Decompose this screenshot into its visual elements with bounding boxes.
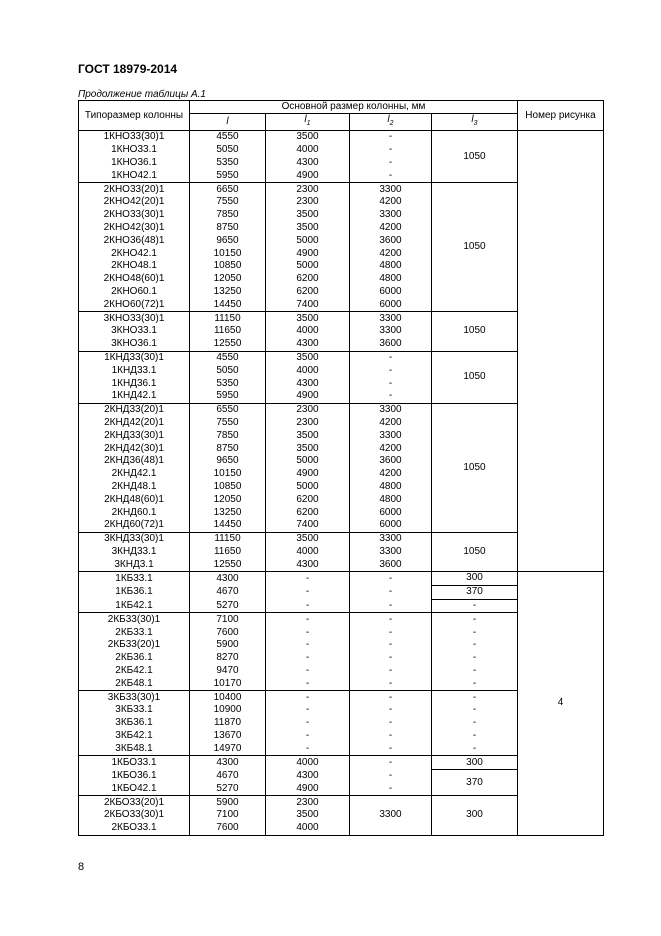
cell-l2: - bbox=[350, 742, 432, 755]
cell-type: 2КНД42(20)1 bbox=[79, 417, 190, 430]
cell-l: 12550 bbox=[190, 558, 266, 571]
cell-l2: 4200 bbox=[350, 222, 432, 235]
cell-l1: 4000 bbox=[266, 756, 350, 770]
cell-l: 10850 bbox=[190, 260, 266, 273]
cell-l: 12050 bbox=[190, 493, 266, 506]
table-body bbox=[79, 131, 604, 836]
cell-l3: - bbox=[432, 677, 518, 690]
cell-l2: 3600 bbox=[350, 338, 432, 351]
cell-l1: 3500 bbox=[266, 209, 350, 222]
cell-l3: 300 bbox=[432, 756, 518, 770]
cell-type: 1КНО33(30)1 bbox=[79, 131, 190, 144]
cell-type: 2КБ42.1 bbox=[79, 665, 190, 678]
cell-l2: 6000 bbox=[350, 506, 432, 519]
cell-type: 1КНД36.1 bbox=[79, 377, 190, 390]
cell-l1: - bbox=[266, 704, 350, 717]
cell-l: 7100 bbox=[190, 613, 266, 626]
cell-type: 2КНО42(30)1 bbox=[79, 222, 190, 235]
cell-l2: 4200 bbox=[350, 468, 432, 481]
cell-l1: 4300 bbox=[266, 770, 350, 783]
cell-type: 1КНО33.1 bbox=[79, 144, 190, 157]
cell-l1: 2300 bbox=[266, 796, 350, 809]
cell-type: 2КНД36(48)1 bbox=[79, 455, 190, 468]
cell-type: 2КНД42.1 bbox=[79, 468, 190, 481]
cell-l3: 1050 bbox=[432, 183, 518, 312]
cell-type: 2КНО33(30)1 bbox=[79, 209, 190, 222]
cell-l1: 3500 bbox=[266, 442, 350, 455]
cell-l1: - bbox=[266, 717, 350, 730]
cell-l1: 2300 bbox=[266, 417, 350, 430]
cell-l2: - bbox=[350, 730, 432, 743]
cell-type: 2КНД48.1 bbox=[79, 481, 190, 494]
cell-type: 1КНД33.1 bbox=[79, 364, 190, 377]
cell-l1: 5000 bbox=[266, 260, 350, 273]
cell-l: 9650 bbox=[190, 455, 266, 468]
cell-l: 11150 bbox=[190, 532, 266, 545]
cell-l1: 6200 bbox=[266, 493, 350, 506]
col-header-type: Типоразмер колонны bbox=[79, 101, 190, 131]
cell-l3: - bbox=[432, 613, 518, 626]
cell-l3: 370 bbox=[432, 770, 518, 796]
cell-l1: 3500 bbox=[266, 532, 350, 545]
cell-l1: 4000 bbox=[266, 144, 350, 157]
cell-l3: - bbox=[432, 599, 518, 613]
cell-l: 5270 bbox=[190, 599, 266, 613]
cell-l1: 4000 bbox=[266, 822, 350, 835]
cell-l2: - bbox=[350, 677, 432, 690]
cell-type: 1КНД33(30)1 bbox=[79, 351, 190, 364]
cell-l: 14450 bbox=[190, 298, 266, 311]
cell-l1: - bbox=[266, 691, 350, 704]
cell-l1: 2300 bbox=[266, 403, 350, 416]
cell-l: 5900 bbox=[190, 639, 266, 652]
cell-l: 11650 bbox=[190, 325, 266, 338]
cell-type: 2КБ48.1 bbox=[79, 677, 190, 690]
cell-type: 2КНО36(48)1 bbox=[79, 234, 190, 247]
cell-l2: 4800 bbox=[350, 493, 432, 506]
cell-l3: - bbox=[432, 704, 518, 717]
cell-l2: 3300 bbox=[350, 403, 432, 416]
cell-l: 7550 bbox=[190, 417, 266, 430]
cell-l: 7550 bbox=[190, 196, 266, 209]
col-header-figure: Номер рисунка bbox=[518, 101, 604, 131]
cell-l2: 3600 bbox=[350, 558, 432, 571]
cell-l3: 370 bbox=[432, 585, 518, 599]
cell-l1: 5000 bbox=[266, 481, 350, 494]
cell-l: 13250 bbox=[190, 506, 266, 519]
cell-type: 2КНД33(30)1 bbox=[79, 429, 190, 442]
cell-l3: - bbox=[432, 742, 518, 755]
cell-l2: 4800 bbox=[350, 481, 432, 494]
cell-l1: 4300 bbox=[266, 377, 350, 390]
cell-l: 8270 bbox=[190, 652, 266, 665]
cell-l1: 4900 bbox=[266, 390, 350, 403]
cell-l: 12550 bbox=[190, 338, 266, 351]
cell-type: 1КБ33.1 bbox=[79, 572, 190, 586]
cell-l: 10400 bbox=[190, 691, 266, 704]
cell-type: 2КНД60.1 bbox=[79, 506, 190, 519]
cell-l: 5050 bbox=[190, 364, 266, 377]
cell-l2: - bbox=[350, 756, 432, 770]
cell-type: 2КБ33.1 bbox=[79, 626, 190, 639]
cell-l: 11870 bbox=[190, 717, 266, 730]
cell-l1: 4300 bbox=[266, 157, 350, 170]
cell-l2: - bbox=[350, 572, 432, 586]
cell-l: 10150 bbox=[190, 468, 266, 481]
cell-type: 3КНД33.1 bbox=[79, 546, 190, 559]
cell-type: 1КНО42.1 bbox=[79, 169, 190, 182]
cell-l1: 4300 bbox=[266, 338, 350, 351]
cell-l2: - bbox=[350, 157, 432, 170]
cell-l2: - bbox=[350, 390, 432, 403]
cell-type: 1КНД42.1 bbox=[79, 390, 190, 403]
cell-l2: 3600 bbox=[350, 234, 432, 247]
cell-l: 5900 bbox=[190, 796, 266, 809]
cell-l2: 3300 bbox=[350, 325, 432, 338]
cell-l: 10150 bbox=[190, 247, 266, 260]
cell-l1: 4000 bbox=[266, 325, 350, 338]
cell-l: 13250 bbox=[190, 286, 266, 299]
cell-l1: 4900 bbox=[266, 782, 350, 795]
cell-l: 8750 bbox=[190, 222, 266, 235]
cell-l1: - bbox=[266, 599, 350, 613]
cell-l: 5950 bbox=[190, 390, 266, 403]
cell-l1: 7400 bbox=[266, 298, 350, 311]
cell-l: 7850 bbox=[190, 209, 266, 222]
cell-l2: 6000 bbox=[350, 298, 432, 311]
cell-l: 7850 bbox=[190, 429, 266, 442]
cell-l: 9650 bbox=[190, 234, 266, 247]
col-header-l1: $l_1$ bbox=[266, 114, 350, 131]
cell-l2: - bbox=[350, 351, 432, 364]
cell-l3: 1050 bbox=[432, 351, 518, 403]
cell-l2: 4800 bbox=[350, 260, 432, 273]
cell-type: 2КНО42.1 bbox=[79, 247, 190, 260]
cell-l: 12050 bbox=[190, 273, 266, 286]
cell-l: 6550 bbox=[190, 403, 266, 416]
cell-l2: - bbox=[350, 377, 432, 390]
cell-type: 3КНД33(30)1 bbox=[79, 532, 190, 545]
cell-type: 2КНД60(72)1 bbox=[79, 519, 190, 532]
cell-l1: - bbox=[266, 572, 350, 586]
cell-l1: - bbox=[266, 585, 350, 599]
cell-type: 2КБО33(20)1 bbox=[79, 796, 190, 809]
col-header-l2: $l_2$ bbox=[350, 114, 432, 131]
col-header-main-size: Основной размер колонны, мм bbox=[190, 101, 518, 114]
cell-type: 2КНД48(60)1 bbox=[79, 493, 190, 506]
cell-l1: - bbox=[266, 639, 350, 652]
cell-type: 2КБО33.1 bbox=[79, 822, 190, 835]
cell-l2: 4800 bbox=[350, 273, 432, 286]
cell-l3: - bbox=[432, 639, 518, 652]
cell-l2: 6000 bbox=[350, 519, 432, 532]
cell-l: 4670 bbox=[190, 770, 266, 783]
cell-l2: 3300 bbox=[350, 312, 432, 325]
cell-type: 2КНО60.1 bbox=[79, 286, 190, 299]
col-header-l: l bbox=[190, 114, 266, 131]
cell-l: 11650 bbox=[190, 546, 266, 559]
cell-l2: 3300 bbox=[350, 546, 432, 559]
cell-l: 4550 bbox=[190, 131, 266, 144]
cell-type: 3КНД3.1 bbox=[79, 558, 190, 571]
cell-l2: - bbox=[350, 782, 432, 795]
cell-type: 1КБ42.1 bbox=[79, 599, 190, 613]
cell-type: 1КБО33.1 bbox=[79, 756, 190, 770]
cell-l1: - bbox=[266, 626, 350, 639]
cell-l3: - bbox=[432, 730, 518, 743]
cell-type: 2КНО60(72)1 bbox=[79, 298, 190, 311]
cell-l2: - bbox=[350, 691, 432, 704]
cell-l2: - bbox=[350, 665, 432, 678]
cell-l: 4300 bbox=[190, 756, 266, 770]
cell-type: 3КНО33(30)1 bbox=[79, 312, 190, 325]
cell-l1: 4900 bbox=[266, 169, 350, 182]
cell-type: 1КБО42.1 bbox=[79, 782, 190, 795]
cell-l1: - bbox=[266, 613, 350, 626]
cell-l: 4300 bbox=[190, 572, 266, 586]
cell-l1: - bbox=[266, 652, 350, 665]
cell-l1: 2300 bbox=[266, 183, 350, 196]
cell-l2: 3300 bbox=[350, 532, 432, 545]
cell-l3: 300 bbox=[432, 796, 518, 835]
cell-l3: 1050 bbox=[432, 131, 518, 183]
cell-l3: 1050 bbox=[432, 403, 518, 532]
table-caption: Продолжение таблицы А.1 bbox=[78, 89, 206, 100]
cell-type: 3КБ33(30)1 bbox=[79, 691, 190, 704]
cell-type: 2КНО48(60)1 bbox=[79, 273, 190, 286]
cell-type: 2КБ33(30)1 bbox=[79, 613, 190, 626]
cell-l2: - bbox=[350, 652, 432, 665]
cell-l2: - bbox=[350, 169, 432, 182]
cell-l1: 4900 bbox=[266, 247, 350, 260]
cell-type: 2КНО48.1 bbox=[79, 260, 190, 273]
cell-l1: 2300 bbox=[266, 196, 350, 209]
cell-l2: 3300 bbox=[350, 209, 432, 222]
cell-l: 8750 bbox=[190, 442, 266, 455]
cell-l: 13670 bbox=[190, 730, 266, 743]
cell-type: 3КБ48.1 bbox=[79, 742, 190, 755]
cell-l2: - bbox=[350, 585, 432, 599]
cell-l2: - bbox=[350, 717, 432, 730]
cell-l1: 4000 bbox=[266, 546, 350, 559]
cell-type: 1КНО36.1 bbox=[79, 157, 190, 170]
cell-l3: 1050 bbox=[432, 532, 518, 571]
table-row bbox=[79, 572, 604, 586]
cell-l2: - bbox=[350, 599, 432, 613]
cell-l3: 1050 bbox=[432, 312, 518, 351]
cell-type: 1КБ36.1 bbox=[79, 585, 190, 599]
cell-l: 7600 bbox=[190, 822, 266, 835]
cell-l1: - bbox=[266, 665, 350, 678]
cell-l: 7100 bbox=[190, 809, 266, 822]
cell-l: 10170 bbox=[190, 677, 266, 690]
cell-l1: - bbox=[266, 730, 350, 743]
cell-l2: 4200 bbox=[350, 442, 432, 455]
cell-l: 7600 bbox=[190, 626, 266, 639]
cell-l: 5350 bbox=[190, 157, 266, 170]
cell-figure-empty bbox=[518, 131, 604, 572]
cell-l2: - bbox=[350, 704, 432, 717]
cell-l: 14970 bbox=[190, 742, 266, 755]
cell-l1: 4000 bbox=[266, 364, 350, 377]
cell-l: 4550 bbox=[190, 351, 266, 364]
page-number: 8 bbox=[78, 861, 85, 873]
cell-l: 11150 bbox=[190, 312, 266, 325]
cell-l2: - bbox=[350, 770, 432, 783]
cell-l: 14450 bbox=[190, 519, 266, 532]
cell-l1: 6200 bbox=[266, 286, 350, 299]
cell-l2: - bbox=[350, 144, 432, 157]
cell-l1: 4900 bbox=[266, 468, 350, 481]
cell-l1: 5000 bbox=[266, 234, 350, 247]
cell-l: 9470 bbox=[190, 665, 266, 678]
cell-l2: - bbox=[350, 131, 432, 144]
cell-type: 2КНО42(20)1 bbox=[79, 196, 190, 209]
cell-l2: 3600 bbox=[350, 455, 432, 468]
cell-l1: 3500 bbox=[266, 222, 350, 235]
cell-type: 3КБ33.1 bbox=[79, 704, 190, 717]
cell-figure-number: 4 bbox=[518, 572, 604, 835]
columns-table bbox=[78, 100, 604, 836]
cell-type: 2КНО33(20)1 bbox=[79, 183, 190, 196]
cell-l: 4670 bbox=[190, 585, 266, 599]
cell-l2: 3300 bbox=[350, 183, 432, 196]
cell-l3: - bbox=[432, 626, 518, 639]
document-header: ГОСТ 18979-2014 bbox=[78, 62, 178, 76]
cell-type: 3КБ42.1 bbox=[79, 730, 190, 743]
cell-l2: 6000 bbox=[350, 286, 432, 299]
cell-l2: 4200 bbox=[350, 196, 432, 209]
cell-l1: 4300 bbox=[266, 558, 350, 571]
cell-l2: - bbox=[350, 626, 432, 639]
cell-l2: - bbox=[350, 639, 432, 652]
cell-l1: 3500 bbox=[266, 351, 350, 364]
cell-l2: 4200 bbox=[350, 247, 432, 260]
cell-l2: 3300 bbox=[350, 429, 432, 442]
cell-l: 5050 bbox=[190, 144, 266, 157]
cell-l3: - bbox=[432, 665, 518, 678]
cell-l1: 3500 bbox=[266, 429, 350, 442]
cell-l1: - bbox=[266, 677, 350, 690]
cell-l3: - bbox=[432, 717, 518, 730]
cell-l: 10850 bbox=[190, 481, 266, 494]
cell-type: 3КНО33.1 bbox=[79, 325, 190, 338]
cell-l1: 6200 bbox=[266, 273, 350, 286]
cell-l1: 7400 bbox=[266, 519, 350, 532]
cell-type: 2КБ33(20)1 bbox=[79, 639, 190, 652]
cell-l: 5270 bbox=[190, 782, 266, 795]
cell-l2: 4200 bbox=[350, 417, 432, 430]
cell-l1: 3500 bbox=[266, 131, 350, 144]
cell-l1: - bbox=[266, 742, 350, 755]
cell-l2: - bbox=[350, 364, 432, 377]
cell-l1: 6200 bbox=[266, 506, 350, 519]
cell-type: 2КНД42(30)1 bbox=[79, 442, 190, 455]
cell-l2: 3300 bbox=[350, 796, 432, 835]
cell-l2: - bbox=[350, 613, 432, 626]
cell-type: 2КНД33(20)1 bbox=[79, 403, 190, 416]
cell-l1: 3500 bbox=[266, 312, 350, 325]
cell-type: 2КБО33(30)1 bbox=[79, 809, 190, 822]
col-header-l3: $l_3$ bbox=[432, 114, 518, 131]
cell-l3: 300 bbox=[432, 572, 518, 586]
cell-l3: - bbox=[432, 652, 518, 665]
table-row bbox=[79, 131, 604, 144]
cell-l1: 5000 bbox=[266, 455, 350, 468]
cell-l: 5350 bbox=[190, 377, 266, 390]
cell-l: 10900 bbox=[190, 704, 266, 717]
cell-type: 3КБ36.1 bbox=[79, 717, 190, 730]
cell-l3: - bbox=[432, 691, 518, 704]
cell-l: 5950 bbox=[190, 169, 266, 182]
cell-l1: 3500 bbox=[266, 809, 350, 822]
cell-type: 1КБО36.1 bbox=[79, 770, 190, 783]
cell-l: 6650 bbox=[190, 183, 266, 196]
cell-type: 2КБ36.1 bbox=[79, 652, 190, 665]
cell-type: 3КНО36.1 bbox=[79, 338, 190, 351]
